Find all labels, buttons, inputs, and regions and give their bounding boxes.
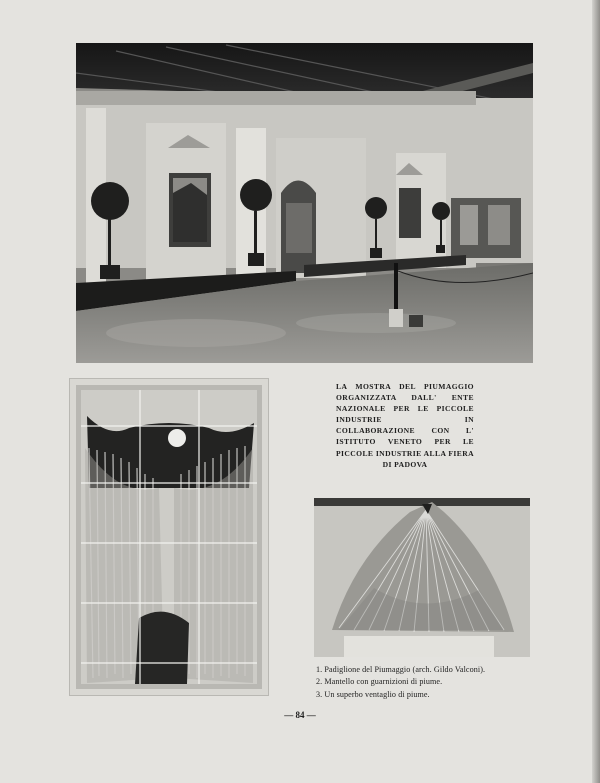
photo-feather-fan [314, 498, 530, 657]
legend-item: 1. Padiglione del Piumaggio (arch. Gildo Valconi). [316, 665, 486, 674]
legend-item: 2. Mantello con guarnizioni di piume. [316, 677, 443, 687]
photo-legend [316, 664, 556, 701]
page-edge [592, 0, 600, 783]
page-number: — 84 — [284, 710, 316, 720]
exhibition-caption: LA MOSTRA DEL PIUMAGGIO ORGANIZZATA DALL' ENTE NAZIONALE PER LE PICCOLE INDUSTRIE IN COLLABORAZIONE CON L' ISTITUTO VENETO PER LE PICCOLE INDUSTRIE ALLA FIERA DI PADOVA [336, 382, 474, 469]
photo-pavilion [76, 43, 533, 363]
legend-item: 3. Un superbo ventaglio di piume. [316, 689, 430, 699]
photo-feather-mantle [69, 378, 269, 696]
